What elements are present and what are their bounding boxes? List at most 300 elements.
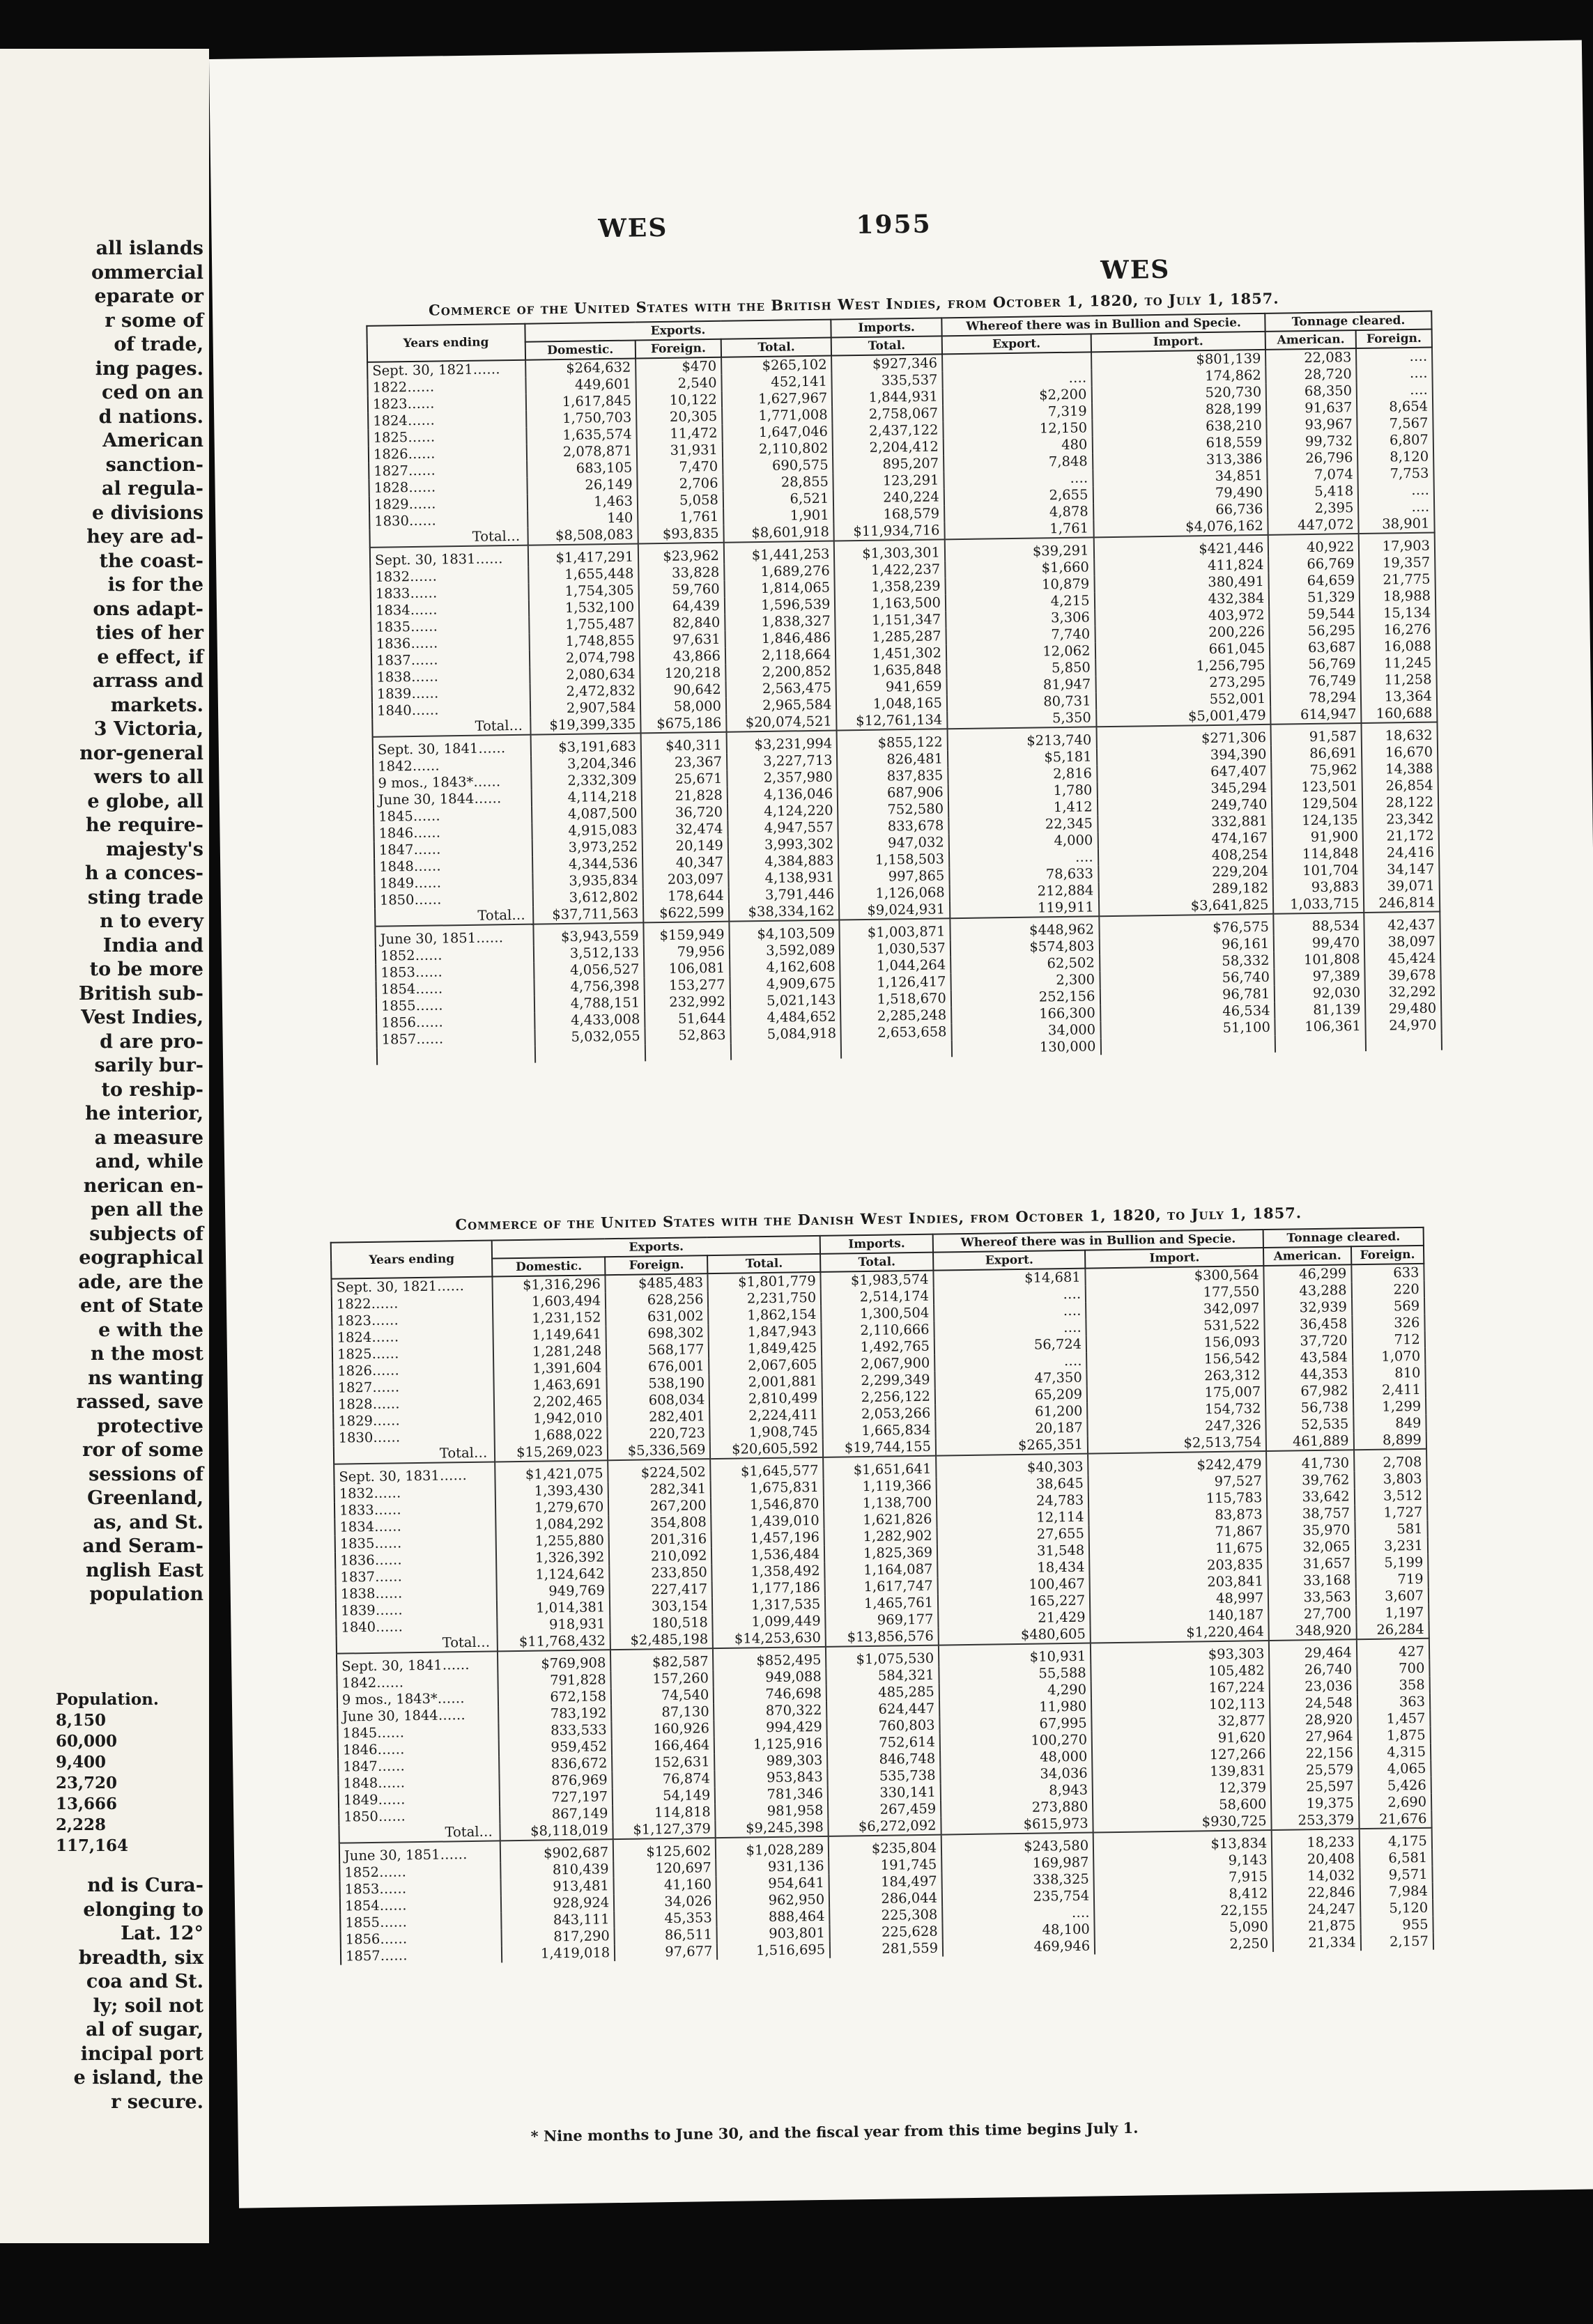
col-bullion-import: Import. — [1091, 332, 1265, 352]
bullion-import-cell: 11,675 — [1089, 1540, 1268, 1559]
left-text-line: eographical — [79, 1247, 203, 1269]
foreign-cell: 43,866 — [640, 648, 725, 666]
col-years: Years ending — [331, 1240, 493, 1278]
imports-cell: 1,163,500 — [835, 594, 946, 612]
foreign-tonnage-cell: 2,411 — [1353, 1381, 1426, 1399]
american-tonnage-cell: 39,762 — [1267, 1471, 1355, 1489]
imports-cell: 752,614 — [827, 1734, 940, 1752]
bullion-import-cell: 289,182 — [1098, 880, 1273, 899]
total-cell: 1,689,276 — [724, 563, 835, 581]
foreign-tonnage-cell: 16,276 — [1360, 621, 1436, 639]
domestic-cell: 1,532,100 — [529, 598, 640, 617]
total-cell: $1,645,577 — [711, 1457, 824, 1480]
foreign-cell: 220,723 — [608, 1425, 711, 1443]
imports-cell: 1,126,417 — [840, 973, 951, 991]
imports-cell: 281,559 — [830, 1940, 943, 1958]
bullion-export-cell: 5,350 — [947, 709, 1096, 729]
imports-cell: 2,067,900 — [822, 1355, 934, 1373]
bullion-import-cell: 380,491 — [1094, 573, 1269, 592]
bullion-import-cell: 203,835 — [1089, 1556, 1268, 1576]
year-cell: 1836…… — [371, 634, 530, 653]
foreign-tonnage-cell: 34,147 — [1364, 860, 1440, 878]
domestic-cell: 2,472,832 — [530, 682, 640, 700]
domestic-cell: 3,512,133 — [533, 944, 644, 962]
american-tonnage-cell: 86,691 — [1271, 745, 1362, 763]
imports-cell: 947,032 — [838, 834, 949, 852]
total-cell: 888,464 — [717, 1908, 830, 1926]
bullion-export-cell: 4,878 — [944, 503, 1093, 522]
foreign-cell: 114,818 — [613, 1804, 716, 1822]
foreign-tonnage-cell: 8,654 — [1357, 398, 1433, 417]
year-cell: Total… — [339, 1823, 500, 1843]
bullion-import-cell: $1,220,464 — [1091, 1623, 1269, 1643]
domestic-cell: 4,788,151 — [534, 994, 645, 1012]
total-cell: 1,516,695 — [717, 1942, 830, 1960]
year-cell: Sept. 30, 1831…… — [334, 1462, 495, 1485]
bullion-export-cell: $243,580 — [941, 1833, 1094, 1857]
total-cell: 2,224,411 — [710, 1407, 823, 1425]
bullion-import-cell — [1100, 1036, 1275, 1055]
american-tonnage-cell: 40,922 — [1268, 534, 1359, 557]
total-cell: 28,855 — [723, 474, 833, 492]
bullion-import-cell: 79,490 — [1093, 484, 1268, 503]
foreign-tonnage-cell: 42,437 — [1364, 911, 1440, 934]
year-cell: 1840…… — [372, 701, 530, 720]
imports-cell: 2,204,412 — [833, 438, 944, 456]
year-cell: 1823…… — [332, 1310, 493, 1329]
domestic-cell: 1,014,381 — [497, 1599, 610, 1617]
left-text-line: ommercial — [91, 261, 203, 284]
domestic-cell: 1,391,604 — [494, 1359, 607, 1377]
american-tonnage-cell: 43,288 — [1264, 1282, 1352, 1300]
left-text-line: e globe, all — [87, 790, 203, 812]
bullion-export-cell: 165,227 — [938, 1593, 1090, 1611]
year-cell: 1835…… — [371, 617, 529, 636]
foreign-cell: 120,697 — [613, 1859, 716, 1877]
year-cell: 1846…… — [374, 823, 532, 842]
foreign-cell: $23,962 — [638, 543, 724, 566]
bullion-export-cell: 4,000 — [949, 832, 1098, 851]
domestic-cell: 810,439 — [501, 1861, 614, 1879]
col-foreign-tonnage: Foreign. — [1356, 330, 1432, 349]
bullion-export-cell: 12,062 — [946, 642, 1095, 661]
year-cell: 1857…… — [377, 1030, 535, 1048]
american-tonnage-cell: 41,730 — [1266, 1450, 1354, 1473]
total-cell: $1,801,779 — [708, 1272, 821, 1291]
year-cell: 1838…… — [336, 1583, 498, 1602]
total-cell: 962,950 — [716, 1891, 829, 1909]
year-cell: 1849…… — [339, 1790, 500, 1808]
total-cell: 2,200,852 — [725, 663, 836, 681]
foreign-cell: 303,154 — [610, 1597, 713, 1616]
foreign-tonnage-cell: 8,899 — [1353, 1432, 1426, 1450]
imports-cell: 184,497 — [829, 1873, 942, 1891]
total-cell: 994,429 — [714, 1719, 827, 1737]
american-tonnage-cell: 447,072 — [1268, 516, 1359, 535]
foreign-tonnage-cell: 3,512 — [1355, 1487, 1428, 1505]
domestic-cell: 1,281,248 — [493, 1342, 606, 1361]
bullion-export-cell: 24,783 — [937, 1492, 1088, 1511]
foreign-cell: $125,602 — [613, 1838, 716, 1861]
foreign-cell: 33,828 — [638, 564, 724, 582]
bullion-import-cell: 661,045 — [1095, 640, 1270, 659]
bullion-export-cell: 34,036 — [940, 1765, 1092, 1784]
british-west-indies-table — [366, 311, 1442, 1065]
bullion-import-cell: 156,542 — [1086, 1350, 1265, 1370]
foreign-cell: 628,256 — [606, 1291, 709, 1309]
year-cell: 1852…… — [339, 1862, 501, 1881]
page-number: 1955 — [856, 209, 932, 240]
domestic-cell: 4,915,083 — [532, 821, 642, 839]
foreign-tonnage-cell: 11,258 — [1361, 671, 1437, 689]
total-cell: $4,103,509 — [729, 920, 840, 943]
total-cell: $265,102 — [721, 356, 832, 375]
imports-cell: 997,865 — [839, 867, 950, 885]
bullion-import-cell: $242,479 — [1088, 1451, 1266, 1475]
bullion-export-cell: …. — [934, 1353, 1086, 1372]
domestic-cell: 876,969 — [500, 1772, 613, 1790]
bullion-import-cell: $930,725 — [1093, 1813, 1272, 1833]
foreign-tonnage-cell: …. — [1358, 482, 1434, 500]
bullion-export-cell: $40,303 — [936, 1454, 1088, 1478]
bullion-export-cell: 81,947 — [946, 676, 1095, 695]
total-cell: $8,601,918 — [723, 524, 834, 543]
foreign-tonnage-cell: 9,571 — [1360, 1866, 1433, 1884]
left-page-fragment — [0, 49, 209, 2243]
total-cell: $9,245,398 — [716, 1819, 829, 1838]
bullion-import-cell: 332,881 — [1098, 813, 1272, 832]
col-exports: Exports. — [492, 1236, 820, 1259]
foreign-tonnage-cell: 28,122 — [1362, 793, 1438, 812]
imports-cell: 1,119,366 — [824, 1478, 937, 1496]
foreign-tonnage-cell: …. — [1358, 499, 1434, 517]
domestic-cell: $19,399,335 — [530, 715, 641, 734]
american-tonnage-cell: 33,168 — [1268, 1572, 1356, 1590]
bullion-import-cell: 8,412 — [1094, 1885, 1272, 1905]
foreign-cell: 59,760 — [639, 581, 725, 599]
american-tonnage-cell: 56,295 — [1270, 622, 1360, 640]
domestic-cell: 3,973,252 — [532, 838, 642, 856]
imports-cell: 752,580 — [838, 800, 948, 819]
bullion-import-cell: 345,294 — [1097, 780, 1272, 798]
foreign-tonnage-cell: 13,364 — [1361, 688, 1437, 706]
col-foreign: Foreign. — [636, 339, 721, 359]
bullion-export-cell: 10,879 — [945, 575, 1094, 594]
year-cell: 1839…… — [336, 1600, 498, 1619]
year-cell: 1845…… — [337, 1723, 499, 1742]
col-foreign: Foreign. — [605, 1255, 708, 1275]
domestic-cell: $3,943,559 — [533, 922, 644, 945]
domestic-cell: 1,419,018 — [502, 1944, 615, 1962]
bullion-import-cell: 51,100 — [1100, 1019, 1275, 1038]
population-value: 8,150 — [56, 1711, 107, 1730]
british-table-body — [367, 348, 1442, 1065]
imports-cell: 1,825,369 — [824, 1544, 937, 1563]
bullion-import-cell: 140,187 — [1090, 1606, 1268, 1626]
total-cell: 1,862,154 — [709, 1306, 822, 1324]
imports-cell: $13,856,576 — [826, 1628, 939, 1647]
population-value: 23,720 — [56, 1774, 118, 1792]
domestic-cell: 2,074,798 — [530, 649, 640, 667]
imports-cell: 2,758,067 — [832, 405, 943, 423]
foreign-cell: 267,200 — [608, 1497, 711, 1515]
left-text-line: is for the — [107, 574, 203, 596]
year-cell: 1833…… — [334, 1500, 496, 1519]
american-tonnage-cell: 25,579 — [1271, 1761, 1359, 1779]
domestic-cell: $37,711,563 — [533, 905, 644, 924]
imports-cell: $1,075,530 — [826, 1645, 939, 1668]
total-cell: $38,334,162 — [729, 902, 840, 921]
american-tonnage-cell: 129,504 — [1272, 795, 1362, 813]
american-tonnage-cell: 348,920 — [1269, 1622, 1357, 1641]
bullion-import-cell: 2,250 — [1095, 1935, 1273, 1955]
foreign-tonnage-cell: 11,245 — [1360, 654, 1436, 672]
american-tonnage-cell: 92,030 — [1275, 984, 1365, 1002]
total-cell: 981,958 — [716, 1802, 829, 1820]
american-tonnage-cell: 22,846 — [1272, 1884, 1360, 1902]
foreign-tonnage-cell: 3,803 — [1354, 1471, 1427, 1488]
year-cell: 1838…… — [371, 667, 530, 686]
imports-cell: 2,285,248 — [841, 1007, 952, 1025]
imports-cell: 225,308 — [829, 1907, 942, 1925]
imports-cell: 535,738 — [828, 1767, 941, 1785]
domestic-cell: 1,463,691 — [494, 1376, 607, 1394]
imports-cell: 330,141 — [828, 1784, 941, 1802]
year-cell: 1856…… — [341, 1929, 502, 1948]
american-tonnage-cell: 33,642 — [1267, 1488, 1355, 1506]
bullion-export-cell: 166,300 — [951, 1005, 1100, 1023]
bullion-export-cell: 1,780 — [948, 782, 1098, 800]
bullion-export-cell: 4,290 — [939, 1682, 1091, 1701]
foreign-tonnage-cell: 16,670 — [1362, 743, 1438, 761]
foreign-cell: $485,483 — [606, 1273, 709, 1292]
american-tonnage-cell: 22,156 — [1270, 1744, 1358, 1763]
bullion-import-cell: 177,550 — [1086, 1283, 1264, 1303]
foreign-tonnage-cell: 7,753 — [1358, 465, 1434, 483]
domestic-cell: 1,255,880 — [496, 1532, 609, 1550]
left-text-line: wers to all — [93, 766, 203, 788]
year-cell: Sept. 30, 1821…… — [367, 360, 525, 380]
year-cell: 1850…… — [339, 1806, 500, 1825]
col-total: Total. — [708, 1254, 821, 1273]
imports-cell: $1,003,871 — [840, 918, 951, 941]
col-american: American. — [1265, 330, 1356, 350]
year-cell: 1828…… — [333, 1394, 495, 1413]
imports-cell: $1,303,301 — [834, 539, 945, 562]
domestic-cell: $264,632 — [525, 358, 636, 377]
total-cell: 452,141 — [721, 373, 832, 392]
foreign-tonnage-cell: 5,120 — [1360, 1900, 1433, 1917]
col-domestic: Domestic. — [492, 1257, 605, 1276]
bullion-import-cell: $5,001,479 — [1096, 707, 1271, 727]
american-tonnage-cell: 25,597 — [1271, 1778, 1359, 1796]
domestic-cell: 913,481 — [501, 1877, 614, 1896]
foreign-cell: $93,835 — [638, 525, 724, 544]
domestic-cell: $902,687 — [500, 1839, 613, 1862]
bullion-import-cell: 66,736 — [1093, 501, 1268, 520]
american-tonnage-cell: 1,033,715 — [1273, 895, 1364, 914]
domestic-cell: 1,617,845 — [525, 392, 636, 410]
left-text-line: ns wanting — [88, 1367, 203, 1389]
bullion-export-cell: $14,681 — [933, 1269, 1085, 1288]
bullion-import-cell: 115,783 — [1088, 1489, 1267, 1509]
year-cell: 1846…… — [338, 1740, 500, 1758]
left-text-line: pen all the — [91, 1199, 203, 1221]
foreign-tonnage-cell: 1,875 — [1357, 1727, 1431, 1744]
year-cell: Total… — [337, 1634, 498, 1653]
total-cell: 953,843 — [715, 1769, 828, 1787]
left-text-line: incipal port — [80, 2043, 203, 2065]
year-cell: 1825…… — [332, 1344, 494, 1363]
year-cell: 1852…… — [376, 946, 534, 965]
bullion-export-cell: 67,995 — [939, 1715, 1091, 1734]
year-cell: 1827…… — [369, 461, 527, 480]
bullion-import-cell: 432,384 — [1094, 590, 1269, 609]
bullion-import-cell: $13,834 — [1093, 1830, 1272, 1854]
foreign-cell: 52,863 — [645, 1027, 731, 1045]
american-tonnage-cell: 67,982 — [1265, 1382, 1353, 1400]
foreign-cell: 5,058 — [638, 492, 723, 510]
bullion-export-cell: 469,946 — [943, 1938, 1095, 1957]
domestic-cell: 683,105 — [527, 459, 638, 477]
american-tonnage-cell: 101,808 — [1274, 951, 1364, 969]
foreign-cell: 58,000 — [640, 698, 726, 716]
domestic-cell: 959,452 — [499, 1738, 612, 1756]
bullion-export-cell: 7,319 — [943, 403, 1092, 421]
total-cell: 3,993,302 — [728, 835, 839, 853]
year-cell: 1829…… — [333, 1411, 495, 1430]
foreign-tonnage-cell: 38,901 — [1359, 516, 1435, 534]
left-text-line: as, and St. — [93, 1511, 203, 1533]
foreign-cell: 538,190 — [607, 1374, 710, 1393]
total-cell — [731, 1041, 842, 1060]
year-cell: Total… — [375, 907, 533, 927]
total-cell: 1,847,943 — [709, 1323, 822, 1341]
year-cell: 1837…… — [335, 1567, 497, 1586]
foreign-cell: 106,081 — [644, 960, 730, 978]
foreign-tonnage-cell: 719 — [1355, 1571, 1429, 1588]
foreign-tonnage-cell: 326 — [1352, 1315, 1425, 1332]
foreign-cell: 157,260 — [611, 1670, 714, 1688]
foreign-tonnage-cell: 17,903 — [1359, 533, 1435, 556]
bullion-import-cell: $4,076,162 — [1093, 518, 1268, 537]
total-cell: $1,441,253 — [724, 541, 835, 564]
bullion-import-cell: 46,534 — [1100, 1002, 1275, 1021]
bullion-export-cell: 273,880 — [941, 1799, 1093, 1818]
american-tonnage-cell: 20,408 — [1272, 1850, 1360, 1868]
year-cell: 1826…… — [332, 1361, 494, 1379]
american-tonnage-cell: 99,732 — [1267, 433, 1357, 451]
foreign-tonnage-cell: 581 — [1355, 1521, 1428, 1538]
left-text-line: and, while — [95, 1151, 203, 1172]
domestic-cell: 2,078,871 — [526, 442, 637, 460]
bullion-import-cell: $3,641,825 — [1098, 897, 1273, 916]
foreign-cell: 34,026 — [614, 1893, 717, 1911]
left-text-line: Greenland, — [87, 1487, 203, 1509]
left-text-line: d are pro- — [100, 1030, 203, 1053]
foreign-cell: 76,874 — [613, 1770, 716, 1788]
imports-cell: 1,844,931 — [832, 388, 943, 406]
bullion-export-cell: 55,588 — [939, 1665, 1091, 1684]
total-cell: 4,909,675 — [730, 975, 840, 993]
bullion-export-cell: 169,987 — [941, 1854, 1093, 1873]
foreign-cell: 20,305 — [636, 408, 722, 426]
american-tonnage-cell: 5,418 — [1268, 483, 1358, 501]
domestic-cell: 1,084,292 — [496, 1515, 609, 1533]
bullion-import-cell: 411,824 — [1094, 557, 1269, 575]
american-tonnage-cell: 93,883 — [1273, 878, 1364, 897]
american-tonnage-cell: 68,350 — [1266, 382, 1357, 401]
bullion-export-cell: 22,345 — [948, 815, 1098, 834]
american-tonnage-cell: 64,659 — [1269, 572, 1360, 590]
left-text-line: sanction- — [105, 454, 203, 476]
american-tonnage-cell: 56,738 — [1265, 1399, 1353, 1417]
footnote: * Nine months to June 30, and the fiscal year from this time begins July 1. — [530, 2118, 1139, 2145]
domestic-cell: $769,908 — [498, 1650, 610, 1673]
bullion-import-cell: 5,090 — [1095, 1919, 1273, 1938]
bullion-import-cell: 71,867 — [1089, 1523, 1268, 1542]
domestic-cell: 783,192 — [498, 1705, 611, 1723]
american-tonnage-cell: 19,375 — [1271, 1795, 1359, 1813]
foreign-tonnage-cell: 1,299 — [1353, 1398, 1426, 1416]
american-tonnage-cell: 614,947 — [1270, 706, 1361, 725]
year-cell: 1827…… — [332, 1377, 494, 1396]
population-value: 13,666 — [56, 1795, 118, 1813]
imports-cell: 1,151,347 — [836, 611, 946, 629]
col-bullion: Whereof there was in Bullion and Specie. — [933, 1230, 1264, 1253]
left-text-line: nor-general — [79, 742, 203, 764]
foreign-cell: 233,850 — [609, 1564, 712, 1582]
american-tonnage-cell: 253,379 — [1272, 1811, 1360, 1830]
foreign-cell: 153,277 — [645, 977, 730, 995]
total-cell: 1,358,492 — [712, 1563, 825, 1581]
foreign-tonnage-cell: 1,727 — [1355, 1504, 1428, 1521]
year-cell: 1845…… — [374, 807, 532, 826]
col-bullion-import: Import. — [1085, 1248, 1263, 1269]
bullion-export-cell: …. — [942, 1905, 1094, 1923]
bullion-import-cell: 263,312 — [1087, 1367, 1265, 1386]
year-cell: 1837…… — [371, 651, 530, 669]
col-tonnage: Tonnage cleared. — [1265, 311, 1432, 332]
total-cell: 1,814,065 — [724, 580, 835, 598]
total-cell: 1,177,186 — [712, 1579, 825, 1597]
total-cell: 2,563,475 — [726, 680, 837, 698]
population-label: Population. — [56, 1690, 159, 1709]
left-text-line: and Seram- — [82, 1535, 203, 1557]
bullion-export-cell: 20,187 — [935, 1420, 1087, 1439]
domestic-cell: 4,344,536 — [532, 855, 643, 873]
domestic-cell: 1,750,703 — [526, 409, 637, 427]
imports-cell: $235,804 — [829, 1835, 941, 1858]
american-tonnage-cell: 91,637 — [1266, 399, 1357, 417]
domestic-cell: 1,635,574 — [526, 426, 637, 444]
american-tonnage-cell: 44,353 — [1265, 1365, 1353, 1384]
domestic-cell: 4,087,500 — [532, 805, 642, 823]
domestic-cell: 1,603,494 — [493, 1292, 606, 1310]
domestic-cell: 3,204,346 — [531, 754, 642, 773]
american-tonnage-cell: 35,970 — [1268, 1521, 1355, 1540]
bullion-export-cell: 38,645 — [937, 1475, 1088, 1494]
bullion-export-cell: $448,962 — [950, 916, 1099, 940]
bullion-export-cell: 1,412 — [948, 798, 1098, 817]
foreign-tonnage-cell: 15,134 — [1360, 605, 1436, 623]
imports-cell: $11,934,716 — [834, 522, 945, 541]
domestic-cell: 2,202,465 — [494, 1393, 607, 1411]
imports-cell — [841, 1040, 952, 1058]
year-cell: 1842…… — [373, 757, 531, 775]
bullion-export-cell: $213,740 — [947, 727, 1096, 750]
imports-cell: 1,138,700 — [824, 1494, 937, 1512]
